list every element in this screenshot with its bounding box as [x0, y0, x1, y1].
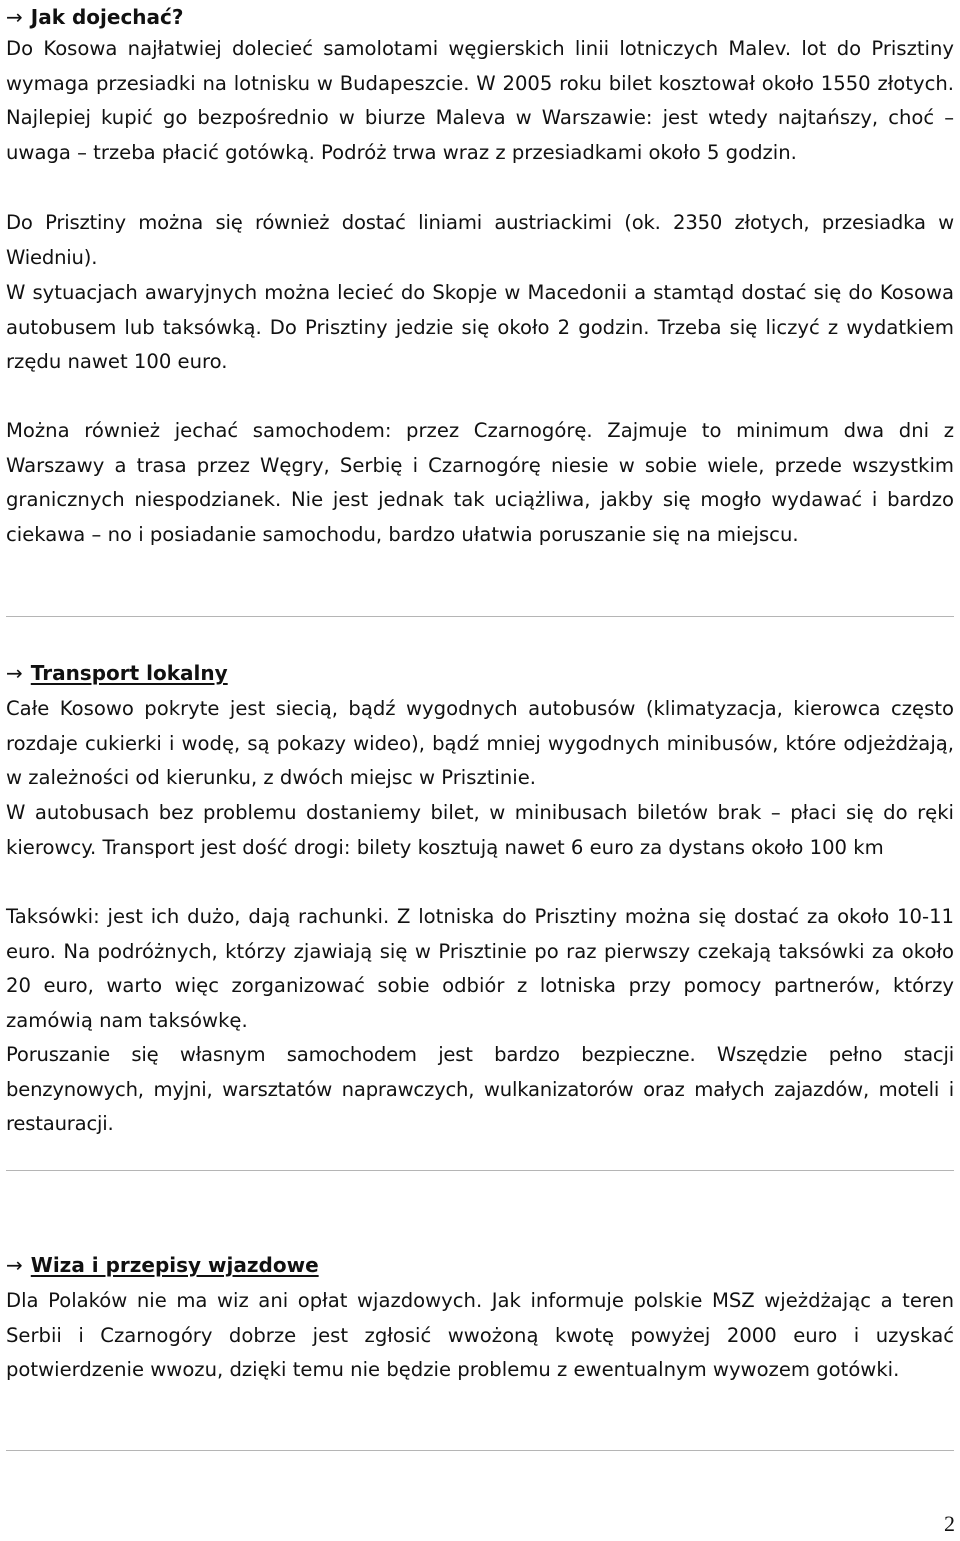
paragraph: Całe Kosowo pokryte jest siecią, bądź wygodnych autobusów (klimatyzacja, kierowca często rozdaje cukierki i wodę, są pokazy wideo), bądź mniej wygodnych minibusów, które odjeżdżają, w zależności od kierunku, z dwóch miejsc w Prisztinie. [6, 697, 954, 790]
paragraph: Można również jechać samochodem: przez Czarnogórę. Zajmuje to minimum dwa dni z Warszawy a trasa przez Węgry, Serbię i Czarnogórę niesie w sobie wiele, przede wszystkim granicznych niespodzianek. Nie jest jednak tak uciążliwa, jakby się mogło wydawać i bardzo ciekawa – no i posiadanie samochodu, bardzo ułatwia poruszanie się na miejscu. [6, 419, 954, 546]
paragraph: W sytuacjach awaryjnych można lecieć do Skopje w Macedonii a stamtąd dostać się do Kosowa autobusem lub taksówką. Do Prisztiny jedzie się około 2 godzin. Trzeba się liczyć z wydatkiem rzędu nawet 100 euro. [6, 281, 954, 374]
page-number: 2 [944, 1511, 955, 1536]
section-heading-travel [6, 4, 184, 30]
section-title: Transport lokalny [30, 661, 228, 685]
paragraph: Dla Polaków nie ma wiz ani opłat wjazdowych. Jak informuje polskie MSZ wjeżdżając a teren Serbii i Czarnogóry dobrze jest zgłosić wwożoną kwotę powyżej 2000 euro i uzyskać potwierdzenie wwozu, dzięki temu nie będzie problemu z ewentualnym wywozem gotówki. [6, 1289, 954, 1382]
paragraph: Do Kosowa najłatwiej dolecieć samolotami węgierskich linii lotniczych Malev. lot do Prisztiny wymaga przesiadki na lotnisku w Budapeszcie. W 2005 roku bilet kosztował około 1550 złotych. Najlepiej kupić go bezpośrednio w biurze Maleva w Warszawie: jest wtedy najtańszy, choć – uwaga – trzeba płacić gotówką. Podróż trwa wraz z przesiadkami około 5 godzin. [6, 37, 954, 164]
section-title: Jak dojechać? [30, 5, 184, 29]
paragraph: Do Prisztiny można się również dostać liniami austriackimi (ok. 2350 złotych, przesiadka w Wiedniu). [6, 211, 954, 269]
section-divider [6, 1450, 954, 1451]
arrow-icon: → [6, 1253, 23, 1277]
section-title: Wiza i przepisy wjazdowe [30, 1253, 319, 1277]
arrow-icon: → [6, 5, 23, 29]
arrow-icon: → [6, 661, 23, 685]
paragraph: Poruszanie się własnym samochodem jest bardzo bezpieczne. Wszędzie pełno stacji benzynowych, myjni, warsztatów naprawczych, wulkanizatorów oraz małych zajazdów, moteli i restauracji. [6, 1043, 954, 1136]
section-heading-visa [6, 1252, 319, 1278]
paragraph: W autobusach bez problemu dostaniemy bilet, w minibusach biletów brak – płaci się do ręki kierowcy. Transport jest dość drogi: bilety kosztują nawet 6 euro za dystans około 100 km [6, 801, 954, 859]
section-divider [6, 616, 954, 617]
section-heading-transport [6, 660, 228, 686]
paragraph: Taksówki: jest ich dużo, dają rachunki. Z lotniska do Prisztiny można się dostać za około 10-11 euro. Na podróżnych, którzy zjawiają się w Prisztinie po raz pierwszy czekają taksówki za około 20 euro, warto więc zorganizować sobie odbiór z lotniska przy pomocy partnerów, którzy zamówią nam taksówkę. [6, 905, 954, 1032]
section-divider [6, 1170, 954, 1171]
